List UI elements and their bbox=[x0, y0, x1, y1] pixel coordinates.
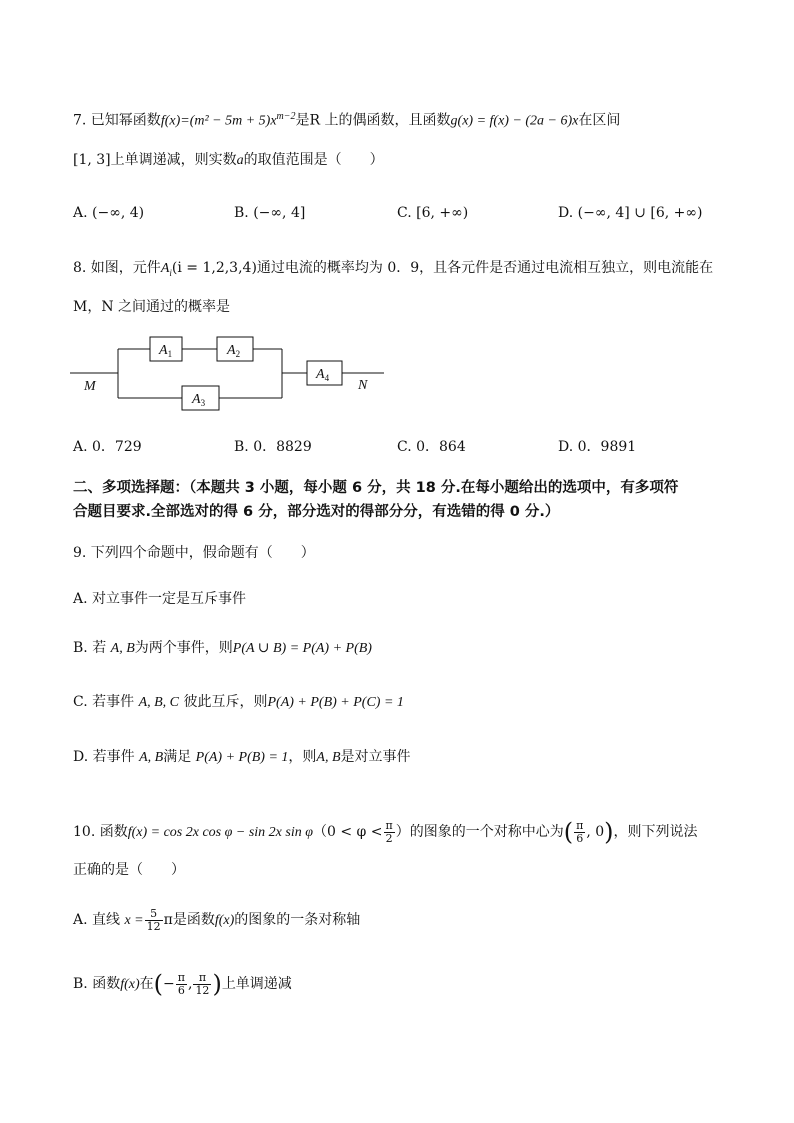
q7-g-func: g(x) = f(x) − (2a − 6)x bbox=[450, 113, 579, 129]
q7-interval: [1, 3] bbox=[73, 152, 111, 168]
q8-element-sub: i bbox=[169, 267, 172, 278]
q9-stem: 9. 下列四个命题中，假命题有（ ） bbox=[73, 545, 315, 561]
q10a-five-twelfths: $\frac{5}{12}$ bbox=[146, 906, 161, 933]
q8-option-b: B. 0．8829 bbox=[234, 439, 312, 455]
q10b-paren-open: ( bbox=[153, 970, 164, 998]
q9-option-c bbox=[73, 692, 404, 713]
q10a-pi: π bbox=[163, 912, 173, 928]
q7-option-d: D. (−∞, 4] ∪ [6, +∞) bbox=[558, 205, 703, 221]
q10b-pi-over-6: $\frac{\pi}{6}$ bbox=[177, 970, 185, 997]
q9b-text-b: 为两个事件，则 bbox=[134, 640, 233, 656]
q8-option-c: C. 0．864 bbox=[397, 439, 466, 455]
q10b-func: f(x) bbox=[120, 977, 140, 992]
q10a-func: f(x) bbox=[214, 913, 235, 928]
q10-text-c: ，则下列说法 bbox=[613, 824, 698, 840]
q10-paren-open: ( bbox=[563, 818, 574, 846]
q7-option-c: C. [6, +∞) bbox=[397, 205, 469, 221]
q9b-text-a: B. 若 bbox=[73, 640, 107, 656]
q9d-text-d: 是对立事件 bbox=[340, 749, 411, 765]
q8-stem-line1 bbox=[73, 258, 713, 283]
q10-option-b bbox=[73, 964, 292, 1005]
q10a-x-eq: x = bbox=[124, 913, 144, 928]
circuit-diagram bbox=[70, 332, 390, 414]
section-heading-line2: 合题目要求.全部选对的得 6 分，部分选对的得部分分，有选错的得 0 分.） bbox=[73, 504, 560, 520]
q10a-text-a: A. 直线 bbox=[73, 912, 121, 928]
q10b-text-c: 上单调递减 bbox=[221, 976, 292, 992]
q9c-text-b: 彼此互斥，则 bbox=[183, 694, 268, 710]
q9d-events2: A, B bbox=[316, 750, 341, 765]
q9c-text-a: C. 若事件 bbox=[73, 694, 135, 710]
q7-text-e: 的取值范围是（ ） bbox=[243, 152, 384, 168]
q10-text-b: ）的图象的一个对称中心为 bbox=[395, 824, 564, 840]
q7-text-c: 在区间 bbox=[578, 112, 621, 129]
q7-text-d: 上单调递减，则实数 bbox=[110, 152, 237, 168]
q9c-events: A, B, C bbox=[138, 695, 180, 710]
q8-option-a: A. 0．729 bbox=[73, 439, 142, 455]
q8-option-d: D. 0．9891 bbox=[558, 439, 637, 455]
q8-stem-line2: M，N 之间通过的概率是 bbox=[73, 299, 231, 315]
q9b-formula: P(A ∪ B) = P(A) + P(B) bbox=[232, 641, 372, 656]
element-a3-label: $A_3$ bbox=[192, 392, 206, 408]
q10b-text-a: B. 函数 bbox=[73, 976, 121, 992]
q10-zero: , 0 bbox=[586, 824, 605, 840]
q9d-text-b: 满足 bbox=[163, 749, 192, 765]
q10b-comma: , bbox=[187, 976, 193, 992]
element-a4-label: $A_4$ bbox=[316, 367, 330, 383]
q9-option-d bbox=[73, 747, 411, 768]
q10b-minus: − bbox=[163, 976, 175, 992]
q10-pi-over-6: $\frac{\pi}{6}$ bbox=[576, 818, 584, 845]
q8-text-a: 8. 如图，元件 bbox=[73, 260, 161, 276]
q10-stem-line1 bbox=[73, 812, 698, 853]
node-n-label: N bbox=[358, 378, 368, 393]
q9-option-b bbox=[73, 638, 372, 659]
q7-text-a: 7. 已知幂函数 bbox=[73, 112, 161, 129]
q9d-text-a: D. 若事件 bbox=[73, 749, 135, 765]
q10a-text-c: 的图象的一条对称轴 bbox=[234, 912, 361, 928]
q8-index-set: (i = 1,2,3,4) bbox=[171, 260, 257, 276]
node-m-label: M bbox=[84, 379, 96, 394]
q10b-pi-over-12: $\frac{\pi}{12}$ bbox=[195, 970, 210, 997]
q9-option-a: A. 对立事件一定是互斥事件 bbox=[73, 591, 247, 607]
q7-option-b: B. (−∞, 4] bbox=[234, 205, 306, 221]
element-a1-label: $A_1$ bbox=[159, 343, 173, 359]
q10b-paren-close: ) bbox=[212, 970, 222, 998]
q7-text-b: 是R 上的偶函数，且函数 bbox=[295, 112, 451, 129]
q7-exponent: m−2 bbox=[276, 111, 296, 122]
q10-pi-over-2: $\frac{\pi}{2}$ bbox=[385, 818, 393, 845]
q10a-text-b: 是函数 bbox=[172, 912, 215, 928]
q10b-text-b: 在 bbox=[139, 976, 154, 992]
q7-power-func: f(x)=(m² − 5m + 5)x bbox=[160, 113, 277, 129]
q9b-events: A, B bbox=[110, 641, 135, 656]
q7-var-a: a bbox=[236, 153, 244, 168]
q9c-formula: P(A) + P(B) + P(C) = 1 bbox=[267, 695, 404, 710]
q9d-events: A, B bbox=[139, 750, 164, 765]
q7-stem-line2 bbox=[73, 150, 384, 171]
q9d-formula: P(A) + P(B) = 1 bbox=[195, 750, 289, 765]
section-heading-line1: 二、多项选择题：（本题共 3 小题，每小题 6 分，共 18 分.在每小题给出的选项中，有多项符 bbox=[73, 480, 679, 496]
q8-text-b: 通过电流的概率均为 0．9，且各元件是否通过电流相互独立，则电流能在 bbox=[256, 260, 714, 276]
q10-paren-close: ) bbox=[604, 818, 614, 846]
q10-func: f(x) = cos 2x cos φ − sin 2x sin φ bbox=[127, 825, 313, 840]
q7-option-a: A. (−∞, 4) bbox=[73, 205, 145, 221]
q10-stem-line2: 正确的是（ ） bbox=[73, 862, 185, 878]
q8-element-a: A bbox=[160, 261, 170, 276]
q10-option-a bbox=[73, 902, 360, 939]
q10-range-a: （0 < φ < bbox=[312, 824, 383, 840]
q7-stem-line1 bbox=[73, 107, 620, 132]
element-a2-label: $A_2$ bbox=[227, 343, 241, 359]
q9d-text-c: ，则 bbox=[288, 749, 317, 765]
q10-text-a: 10. 函数 bbox=[73, 824, 128, 840]
